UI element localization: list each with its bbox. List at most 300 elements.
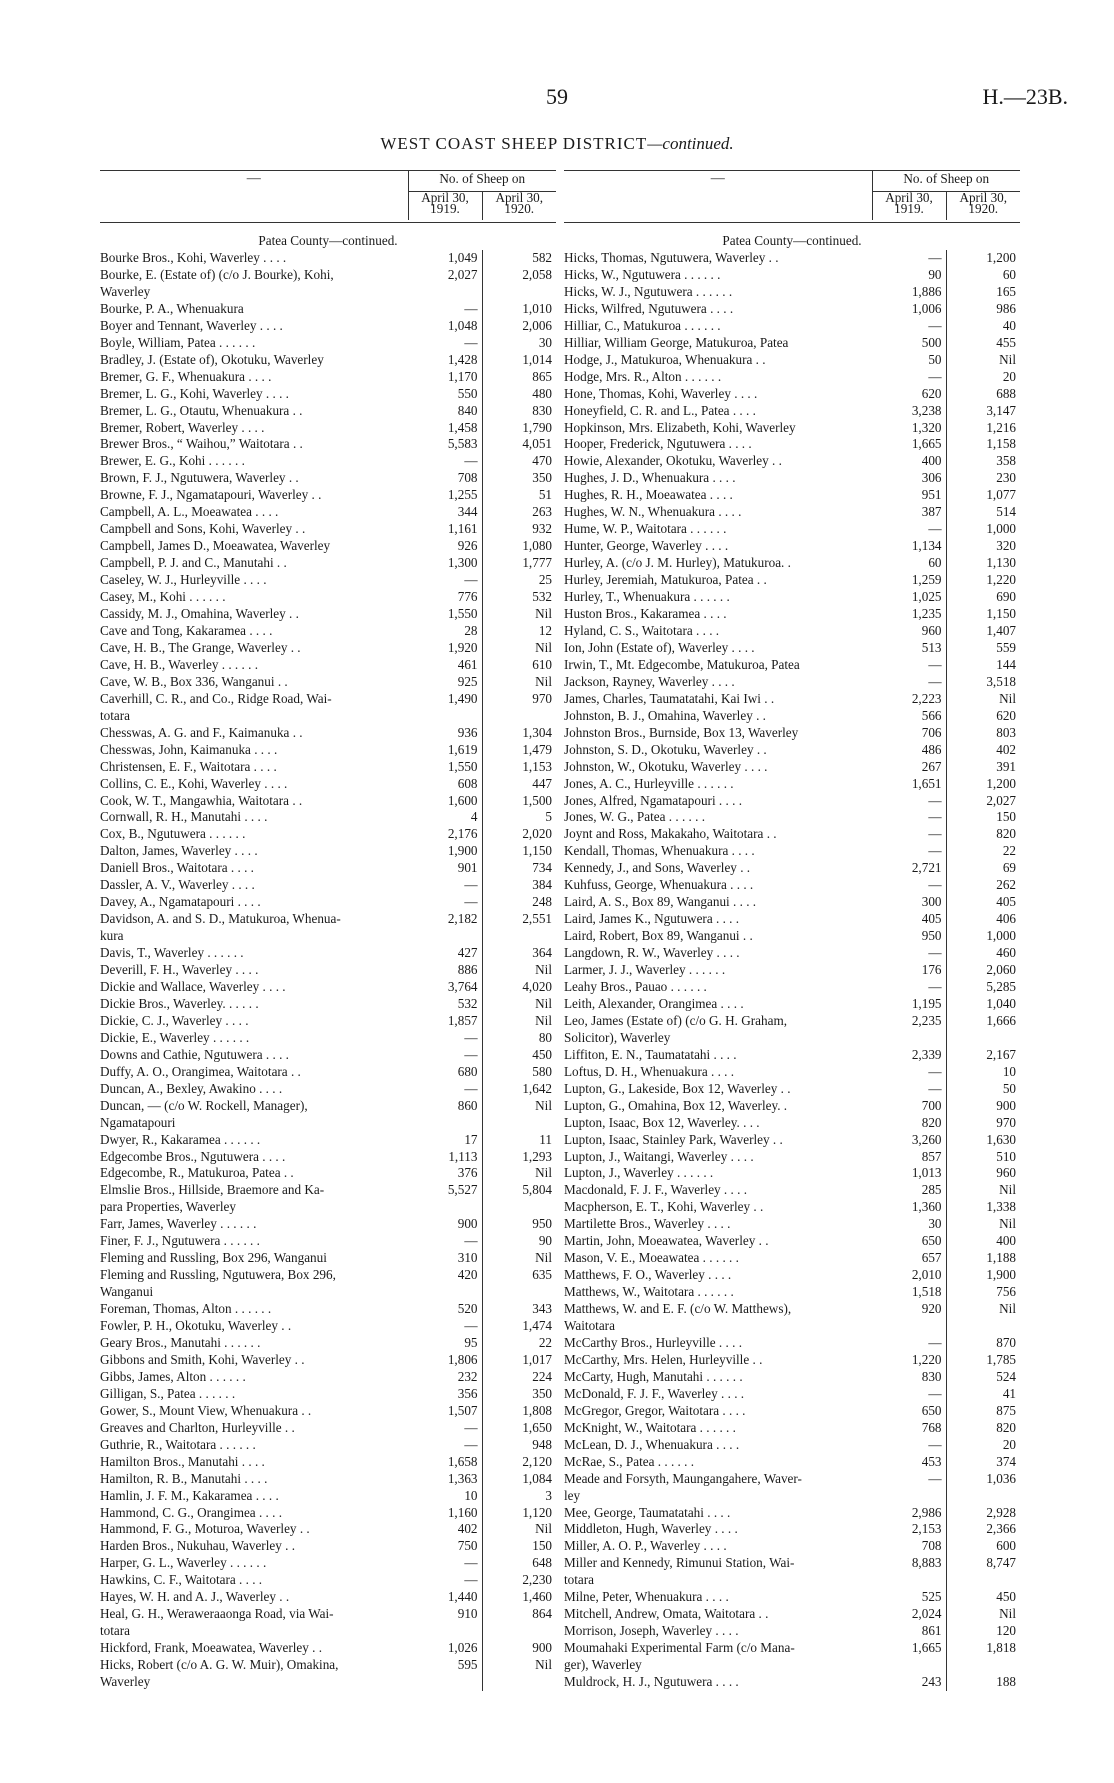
table-row — [564, 250, 1020, 267]
sheep-1919: — — [408, 1572, 482, 1589]
table-row — [564, 1013, 1020, 1030]
table-row — [100, 1454, 556, 1471]
table-row — [564, 911, 1020, 928]
table-row — [564, 1233, 1020, 1250]
sheep-1920: Nil — [535, 1521, 552, 1537]
owner-name: Laird, A. S., Box 89, Wanganui . . . . — [564, 894, 757, 910]
table-row — [100, 1081, 556, 1098]
sheep-1920: 144 — [996, 656, 1016, 672]
sheep-1920: 734 — [532, 860, 552, 876]
sheep-1920: 1,666 — [986, 1012, 1016, 1028]
owner-name: Kennedy, J., and Sons, Waverley . . — [564, 860, 751, 876]
owner-name: Casey, M., Kohi . . . . . . — [100, 589, 226, 605]
owner-name: Cox, B., Ngutuwera . . . . . . — [100, 826, 246, 842]
owner-name: Dalton, James, Waverley . . . . — [100, 843, 258, 859]
table-row — [564, 1386, 1020, 1403]
sheep-1920: 2,027 — [986, 792, 1016, 808]
table-row — [100, 725, 556, 742]
owner-name: Johnston, B. J., Omahina, Waverley . . — [564, 707, 766, 723]
table-row — [564, 894, 1020, 911]
table-row — [100, 1284, 556, 1301]
left-table-body — [100, 250, 556, 1691]
sheep-1919: 486 — [872, 742, 946, 759]
table-row — [100, 453, 556, 470]
table-row — [564, 538, 1020, 555]
owner-name: Hunter, George, Waverley . . . . — [564, 538, 729, 554]
sheep-1920: 5,804 — [522, 1182, 552, 1198]
owner-name: Bourke, P. A., Whenuakura — [100, 300, 244, 316]
sheep-1919: 886 — [408, 962, 482, 979]
owner-name: Middleton, Hugh, Waverley . . . . — [564, 1521, 738, 1537]
sheep-1920: Nil — [999, 1216, 1016, 1232]
sheep-1920: 1,130 — [986, 555, 1016, 571]
sheep-1919: 1,006 — [872, 301, 946, 318]
page-title — [0, 134, 1114, 154]
right-column — [564, 168, 1020, 1691]
table-row — [100, 1369, 556, 1386]
sheep-1920: 1,790 — [522, 419, 552, 435]
table-row — [100, 301, 556, 318]
sheep-1920: 1,036 — [986, 1470, 1016, 1486]
sheep-1920: 8,747 — [986, 1555, 1016, 1571]
owner-name: Matthews, W. and E. F. (c/o W. Matthews), — [564, 1301, 792, 1317]
sheep-1920: 1,304 — [522, 724, 552, 740]
sheep-1919: 525 — [872, 1589, 946, 1606]
table-row — [564, 1572, 1020, 1589]
sheep-1919 — [408, 928, 482, 945]
table-row — [564, 759, 1020, 776]
table-row — [564, 1437, 1020, 1454]
table-row — [100, 1013, 556, 1030]
sheep-1920: 648 — [532, 1555, 552, 1571]
owner-name: Bremer, Robert, Waverley . . . . — [100, 419, 265, 435]
sheep-1919: 427 — [408, 945, 482, 962]
owner-name: Howie, Alexander, Okotuku, Waverley . . — [564, 453, 782, 469]
sheep-1920: 4,051 — [522, 436, 552, 452]
sheep-1920: 263 — [532, 504, 552, 520]
sheep-1919: 936 — [408, 725, 482, 742]
table-row — [564, 928, 1020, 945]
owner-name: Hamlin, J. F. M., Kakaramea . . . . — [100, 1487, 279, 1503]
left-table — [100, 250, 556, 1691]
owner-name: Hurley, Jeremiah, Matukuroa, Patea . . — [564, 572, 767, 588]
title-text: WEST COAST SHEEP DISTRICT — [380, 134, 648, 153]
table-row — [100, 1572, 556, 1589]
sheep-1920: 1,479 — [522, 741, 552, 757]
table-row — [100, 996, 556, 1013]
table-row — [100, 1301, 556, 1318]
sheep-1919: 951 — [872, 487, 946, 504]
sheep-1919: 1,170 — [408, 369, 482, 386]
owner-name: Chesswas, John, Kaimanuka . . . . — [100, 741, 278, 757]
table-row — [100, 1606, 556, 1623]
sheep-1920: 5 — [545, 809, 552, 825]
table-row — [564, 453, 1020, 470]
sheep-1919: 2,153 — [872, 1521, 946, 1538]
sheep-1919: 820 — [872, 1115, 946, 1132]
owner-name: Leith, Alexander, Orangimea . . . . — [564, 995, 744, 1011]
sheep-1919 — [408, 1674, 482, 1691]
sheep-1920: 1,014 — [522, 351, 552, 367]
sheep-1920: 165 — [996, 283, 1016, 299]
owner-name: Christensen, E. F., Waitotara . . . . — [100, 758, 277, 774]
sheep-1920: 402 — [996, 741, 1016, 757]
owner-name: Lupton, G., Lakeside, Box 12, Waverley . . — [564, 1080, 791, 1096]
sheep-1920 — [482, 708, 556, 725]
table-row — [564, 470, 1020, 487]
sheep-1919: 17 — [408, 1132, 482, 1149]
owner-name: Jones, W. G., Patea . . . . . . — [564, 809, 706, 825]
table-row — [100, 962, 556, 979]
table-row — [100, 504, 556, 521]
sheep-1919: 620 — [872, 386, 946, 403]
table-row — [100, 1352, 556, 1369]
owner-name: Gilligan, S., Patea . . . . . . — [100, 1385, 236, 1401]
sheep-1919: — — [872, 318, 946, 335]
table-row — [564, 1081, 1020, 1098]
table-row — [564, 1064, 1020, 1081]
sheep-1919: 1,161 — [408, 521, 482, 538]
sheep-1919: 2,010 — [872, 1267, 946, 1284]
sheep-1920 — [482, 1115, 556, 1132]
sheep-1919: 176 — [872, 962, 946, 979]
sheep-1919: 920 — [872, 1301, 946, 1318]
sheep-1919: 1,259 — [872, 572, 946, 589]
owner-name: Hughes, R. H., Moeawatea . . . . — [564, 487, 733, 503]
table-row — [100, 1403, 556, 1420]
table-row — [564, 1505, 1020, 1522]
sheep-1919: 960 — [872, 623, 946, 640]
owner-name: Caverhill, C. R., and Co., Ridge Road, Wai- — [100, 690, 332, 706]
owner-name: Browne, F. J., Ngamatapouri, Waverley . . — [100, 487, 322, 503]
owner-name: Hilliar, C., Matukuroa . . . . . . — [564, 317, 721, 333]
sheep-1920: 514 — [996, 504, 1016, 520]
sheep-1919: 1,255 — [408, 487, 482, 504]
sheep-1920: 820 — [996, 826, 1016, 842]
owner-name: Harper, G. L., Waverley . . . . . . — [100, 1555, 267, 1571]
sheep-1919: 300 — [872, 894, 946, 911]
sheep-1920: 580 — [532, 1063, 552, 1079]
sheep-1919: — — [872, 826, 946, 843]
sheep-1919 — [408, 1115, 482, 1132]
sheep-1919: 550 — [408, 386, 482, 403]
table-row — [564, 606, 1020, 623]
table-row — [100, 1064, 556, 1081]
owner-name: Caseley, W. J., Hurleyville . . . . — [100, 572, 267, 588]
sheep-1919 — [872, 1572, 946, 1589]
table-row — [100, 420, 556, 437]
sheep-1919: — — [872, 369, 946, 386]
sheep-1919: 1,160 — [408, 1505, 482, 1522]
table-row — [564, 572, 1020, 589]
owner-name: Irwin, T., Mt. Edgecombe, Matukuroa, Patea — [564, 656, 800, 672]
sheep-1919: — — [872, 1064, 946, 1081]
sheep-1920: 3,147 — [986, 402, 1016, 418]
sheep-1919: 10 — [408, 1488, 482, 1505]
owner-name: McCarthy, Mrs. Helen, Hurleyville . . — [564, 1351, 763, 1367]
owner-name: Gibbons and Smith, Kohi, Waverley . . — [100, 1351, 305, 1367]
table-row — [564, 1284, 1020, 1301]
owner-name: totara — [564, 1572, 595, 1588]
sheep-1920: 25 — [538, 572, 552, 588]
sheep-1920: 524 — [996, 1368, 1016, 1384]
table-row — [564, 640, 1020, 657]
sheep-1919: 60 — [872, 555, 946, 572]
sheep-1920: 1,200 — [986, 775, 1016, 791]
table-row — [564, 945, 1020, 962]
sheep-1920: 756 — [996, 1284, 1016, 1300]
sheep-1919: — — [872, 793, 946, 810]
table-row — [100, 1674, 556, 1691]
owner-name: Matthews, W., Waitotara . . . . . . — [564, 1284, 734, 1300]
table-row — [564, 589, 1020, 606]
sheep-1919: 925 — [408, 674, 482, 691]
page-number: 59 — [546, 84, 568, 109]
sheep-1919: 50 — [872, 352, 946, 369]
table-row — [564, 674, 1020, 691]
sheep-1919: 1,600 — [408, 793, 482, 810]
table-row — [564, 1047, 1020, 1064]
sheep-1920: 875 — [996, 1402, 1016, 1418]
sheep-1920: 30 — [538, 334, 552, 350]
sheep-1919: — — [872, 979, 946, 996]
table-row — [100, 284, 556, 301]
sheep-1919: 1,220 — [872, 1352, 946, 1369]
sheep-1919: 28 — [408, 623, 482, 640]
table-row — [564, 1369, 1020, 1386]
owner-name: Hume, W. P., Waitotara . . . . . . — [564, 521, 727, 537]
sheep-1919: — — [872, 1471, 946, 1488]
owner-name: Fleming and Russling, Box 296, Wanganui — [100, 1250, 327, 1266]
sheep-1920: 510 — [996, 1148, 1016, 1164]
table-row — [564, 1420, 1020, 1437]
sheep-1919: — — [408, 894, 482, 911]
owner-name: Hayes, W. H. and A. J., Waverley . . — [100, 1589, 290, 1605]
sheep-1920: Nil — [535, 995, 552, 1011]
sheep-1920: 343 — [532, 1301, 552, 1317]
sheep-1919: 1,550 — [408, 759, 482, 776]
table-row — [564, 1335, 1020, 1352]
table-row — [564, 657, 1020, 674]
sheep-1920: 820 — [996, 1419, 1016, 1435]
owner-name: Hopkinson, Mrs. Elizabeth, Kohi, Waverley — [564, 419, 796, 435]
sheep-1920: 41 — [1002, 1385, 1016, 1401]
owner-name: Leo, James (Estate of) (c/o G. H. Graham, — [564, 1012, 788, 1028]
sheep-1919: — — [872, 1081, 946, 1098]
year-1920-header: April 30, 1920. — [482, 192, 556, 221]
sheep-1919: — — [872, 657, 946, 674]
sheep-1920: 3,518 — [986, 673, 1016, 689]
table-row — [100, 1640, 556, 1657]
owner-name: Cassidy, M. J., Omahina, Waverley . . — [100, 606, 299, 622]
owner-name: Campbell and Sons, Kohi, Waverley . . — [100, 521, 306, 537]
sheep-1919: 461 — [408, 657, 482, 674]
section-heading: Patea County—continued. — [258, 233, 398, 248]
sheep-1920: 450 — [532, 1046, 552, 1062]
sheep-1919: 8,883 — [872, 1555, 946, 1572]
owner-name: Gower, S., Mount View, Whenuakura . . — [100, 1402, 312, 1418]
table-row — [100, 538, 556, 555]
sheep-1919: 1,440 — [408, 1589, 482, 1606]
sheep-1919: 513 — [872, 640, 946, 657]
sheep-1920: Nil — [535, 1657, 552, 1673]
sheep-1919: 1,665 — [872, 1640, 946, 1657]
owner-name: Lupton, Isaac, Stainley Park, Waverley . . — [564, 1131, 783, 1147]
owner-name: Bourke, E. (Estate of) (c/o J. Bourke), Kohi, — [100, 266, 334, 282]
sheep-1920: 1,150 — [986, 606, 1016, 622]
sheep-1919: 4 — [408, 809, 482, 826]
table-row — [100, 1115, 556, 1132]
owner-name: Hyland, C. S., Waitotara . . . . — [564, 622, 720, 638]
sheep-1920: 1,188 — [986, 1250, 1016, 1266]
sheep-1919: 566 — [872, 708, 946, 725]
sheep-1920: 900 — [532, 1640, 552, 1656]
sheep-1920: 1,808 — [522, 1402, 552, 1418]
sheep-1919: 1,490 — [408, 691, 482, 708]
sheep-1919: 1,651 — [872, 776, 946, 793]
owner-name: Macdonald, F. J. F., Waverley . . . . — [564, 1182, 748, 1198]
table-row — [564, 1115, 1020, 1132]
owner-name: Gibbs, James, Alton . . . . . . — [100, 1368, 246, 1384]
sheep-1920: 1,200 — [986, 250, 1016, 265]
sheep-1919: 1,665 — [872, 436, 946, 453]
owner-name: Johnston Bros., Burnside, Box 13, Waverley — [564, 724, 799, 740]
sheep-1920: 405 — [996, 894, 1016, 910]
sheep-1920: 2,058 — [522, 266, 552, 282]
owner-name: Campbell, James D., Moeawatea, Waverley — [100, 538, 331, 554]
owner-name: Waitotara — [564, 1318, 615, 1334]
sheep-1920: Nil — [535, 639, 552, 655]
owner-name: Huston Bros., Kakaramea . . . . — [564, 606, 727, 622]
owner-name: totara — [100, 1623, 131, 1639]
table-row — [100, 1182, 556, 1199]
sheep-1920: 1,500 — [522, 792, 552, 808]
sheep-1919: 1,025 — [872, 589, 946, 606]
sheep-1920: 1,017 — [522, 1351, 552, 1367]
sheep-1920: Nil — [535, 1012, 552, 1028]
owner-name: Hodge, J., Matukuroa, Whenuakura . . — [564, 351, 766, 367]
table-row — [100, 267, 556, 284]
sheep-1920: 224 — [532, 1368, 552, 1384]
table-row — [100, 1538, 556, 1555]
sheep-1920: 1,338 — [986, 1199, 1016, 1215]
sheep-1920 — [482, 284, 556, 301]
sheep-1920: 248 — [532, 894, 552, 910]
sheep-1919: 595 — [408, 1657, 482, 1674]
sheep-1920 — [482, 928, 556, 945]
sheep-1919: 860 — [408, 1098, 482, 1115]
owner-name: Solicitor), Waverley — [564, 1029, 671, 1045]
sheep-1919 — [872, 1488, 946, 1505]
sheep-1919: 1,900 — [408, 843, 482, 860]
table-row — [100, 318, 556, 335]
table-row — [564, 1267, 1020, 1284]
sheep-1919: 2,235 — [872, 1013, 946, 1030]
table-row — [100, 487, 556, 504]
sheep-1919: — — [408, 1318, 482, 1335]
owner-name: Deverill, F. H., Waverley . . . . — [100, 962, 259, 978]
sheep-1920: 864 — [532, 1606, 552, 1622]
table-row — [564, 487, 1020, 504]
sheep-1919: 2,024 — [872, 1606, 946, 1623]
table-row — [564, 979, 1020, 996]
sheep-1920: 803 — [996, 724, 1016, 740]
sheep-1920: Nil — [999, 351, 1016, 367]
column-header — [100, 171, 556, 220]
sheep-1920: 460 — [996, 945, 1016, 961]
table-row — [100, 1216, 556, 1233]
table-row — [564, 1318, 1020, 1335]
sheep-1920: 2,020 — [522, 826, 552, 842]
sheep-1919 — [872, 1657, 946, 1674]
sheep-1919: 706 — [872, 725, 946, 742]
sheep-1919: 657 — [872, 1250, 946, 1267]
owner-name: Jones, Alfred, Ngamatapouri . . . . — [564, 792, 742, 808]
table-row — [564, 1623, 1020, 1640]
sheep-1920: 635 — [532, 1267, 552, 1283]
table-row — [100, 589, 556, 606]
table-row — [564, 1454, 1020, 1471]
sheep-1920: 262 — [996, 877, 1016, 893]
sheep-1920: 2,006 — [522, 317, 552, 333]
sheep-1919: — — [408, 1081, 482, 1098]
sheep-1919: 950 — [872, 928, 946, 945]
table-row — [564, 809, 1020, 826]
owner-name: Muldrock, H. J., Ngutuwera . . . . — [564, 1674, 739, 1690]
owner-name: Boyle, William, Patea . . . . . . — [100, 334, 256, 350]
owner-name: Hammond, F. G., Moturoa, Waverley . . — [100, 1521, 310, 1537]
table-row — [564, 1132, 1020, 1149]
owner-name: Jackson, Rayney, Waverley . . . . — [564, 673, 735, 689]
sheep-1919: 1,300 — [408, 555, 482, 572]
owner-name: Bremer, L. G., Otautu, Whenuakura . . — [100, 402, 303, 418]
table-row — [564, 1589, 1020, 1606]
table-row — [100, 809, 556, 826]
sheep-1919: 1,550 — [408, 606, 482, 623]
owner-name: Collins, C. E., Kohi, Waverley . . . . — [100, 775, 288, 791]
table-row — [100, 1098, 556, 1115]
table-row — [564, 284, 1020, 301]
sheep-1920: 1,216 — [986, 419, 1016, 435]
sheep-1920: 1,040 — [986, 995, 1016, 1011]
table-row — [100, 1471, 556, 1488]
sheep-1920: 2,230 — [522, 1572, 552, 1588]
owner-name: Wanganui — [100, 1284, 154, 1300]
sheep-1919 — [872, 1030, 946, 1047]
sheep-1920: 11 — [539, 1131, 552, 1147]
sheep-1919: 1,518 — [872, 1284, 946, 1301]
owner-name: para Properties, Waverley — [100, 1199, 237, 1215]
table-row — [564, 843, 1020, 860]
sheep-1919: 2,182 — [408, 911, 482, 928]
sheep-1920: 4,020 — [522, 978, 552, 994]
sheep-1920: 230 — [996, 470, 1016, 486]
sheep-1919: 90 — [872, 267, 946, 284]
sheep-1919: 2,339 — [872, 1047, 946, 1064]
owner-name: McLean, D. J., Whenuakura . . . . — [564, 1436, 740, 1452]
sheep-1920: 900 — [996, 1097, 1016, 1113]
sheep-1920: 350 — [532, 1385, 552, 1401]
sheep-1919: 900 — [408, 1216, 482, 1233]
sheep-1920: 450 — [996, 1589, 1016, 1605]
table-row — [100, 1488, 556, 1505]
table-row — [564, 877, 1020, 894]
owner-name: Jones, A. C., Hurleyville . . . . . . — [564, 775, 734, 791]
table-row — [100, 860, 556, 877]
sheep-1920: 69 — [1002, 860, 1016, 876]
owner-name: Geary Bros., Manutahi . . . . . . — [100, 1335, 261, 1350]
owner-name: Dickie, C. J., Waverley . . . . — [100, 1012, 249, 1028]
